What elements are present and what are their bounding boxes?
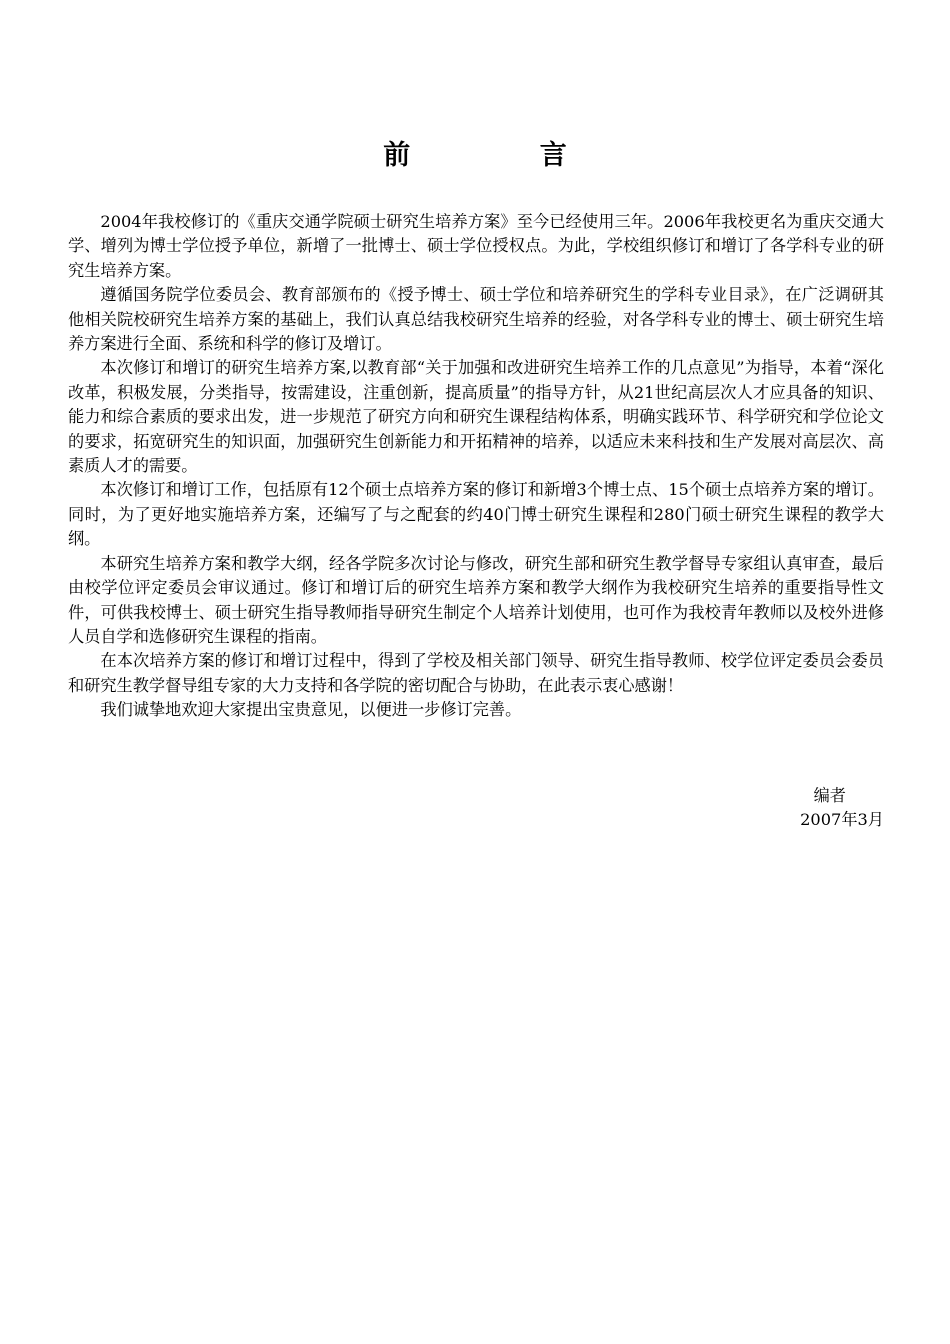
paragraph-6: 在本次培养方案的修订和增订过程中，得到了学校及相关部门领导、研究生指导教师、校学位评定委员会委员和研究生教学督导组专家的大力支持和各学院的密切配合与协助，在此表示衷心感谢！ <box>68 651 884 695</box>
preface-body <box>68 210 884 723</box>
signature-date: 2007年3月 <box>800 810 884 829</box>
paragraph-2: 遵循国务院学位委员会、教育部颁布的《授予博士、硕士学位和培养研究生的学科专业目录》，在广泛调研其他相关院校研究生培养方案的基础上，我们认真总结我校研究生培养的经验，对各学科专业的博士、硕士研究生培养方案进行全面、系统和科学的修订及增订。 <box>68 285 884 354</box>
paragraph-5: 本研究生培养方案和教学大纲，经各学院多次讨论与修改，研究生部和研究生教学督导专家组认真审查，最后由校学位评定委员会审议通过。修订和增订后的研究生培养方案和教学大纲作为我校研究生培养的重要指导性文件，可供我校博士、硕士研究生指导教师指导研究生制定个人培养计划使用，也可作为我校青年教师以及校外进修人员自学和选修研究生课程的指南。 <box>68 553 884 646</box>
paragraph-3: 本次修订和增订的研究生培养方案,以教育部“关于加强和改进研究生培养工作的几点意见”为指导，本着“深化改革，积极发展，分类指导，按需建设，注重创新，提高质量”的指导方针，从21世纪高层次人才应具备的知识、能力和综合素质的要求出发，进一步规范了研究方向和研究生课程结构体系，明确实践环节、科学研究和学位论文的要求，拓宽研究生的知识面，加强研究生创新能力和开拓精神的培养，以适应未来科技和生产发展对高层次、高素质人才的需要。 <box>68 358 884 476</box>
paragraph-4: 本次修订和增订工作，包括原有12个硕士点培养方案的修订和新增3个博士点、15个硕士点培养方案的增订。同时，为了更好地实施培养方案，还编写了与之配套的约40门博士研究生课程和280门硕士研究生课程的教学大纲。 <box>68 480 884 549</box>
signature-author: 编者 <box>813 786 846 805</box>
paragraph-1: 2004年我校修订的《重庆交通学院硕士研究生培养方案》至今已经使用三年。2006年我校更名为重庆交通大学、增列为博士学位授予单位，新增了一批博士、硕士学位授权点。为此，学校组织修订和增订了各学科专业的研究生培养方案。 <box>68 212 884 280</box>
paragraph-7: 我们诚挚地欢迎大家提出宝贵意见，以便进一步修订完善。 <box>100 700 522 720</box>
page-title: 前 言 <box>383 140 627 172</box>
